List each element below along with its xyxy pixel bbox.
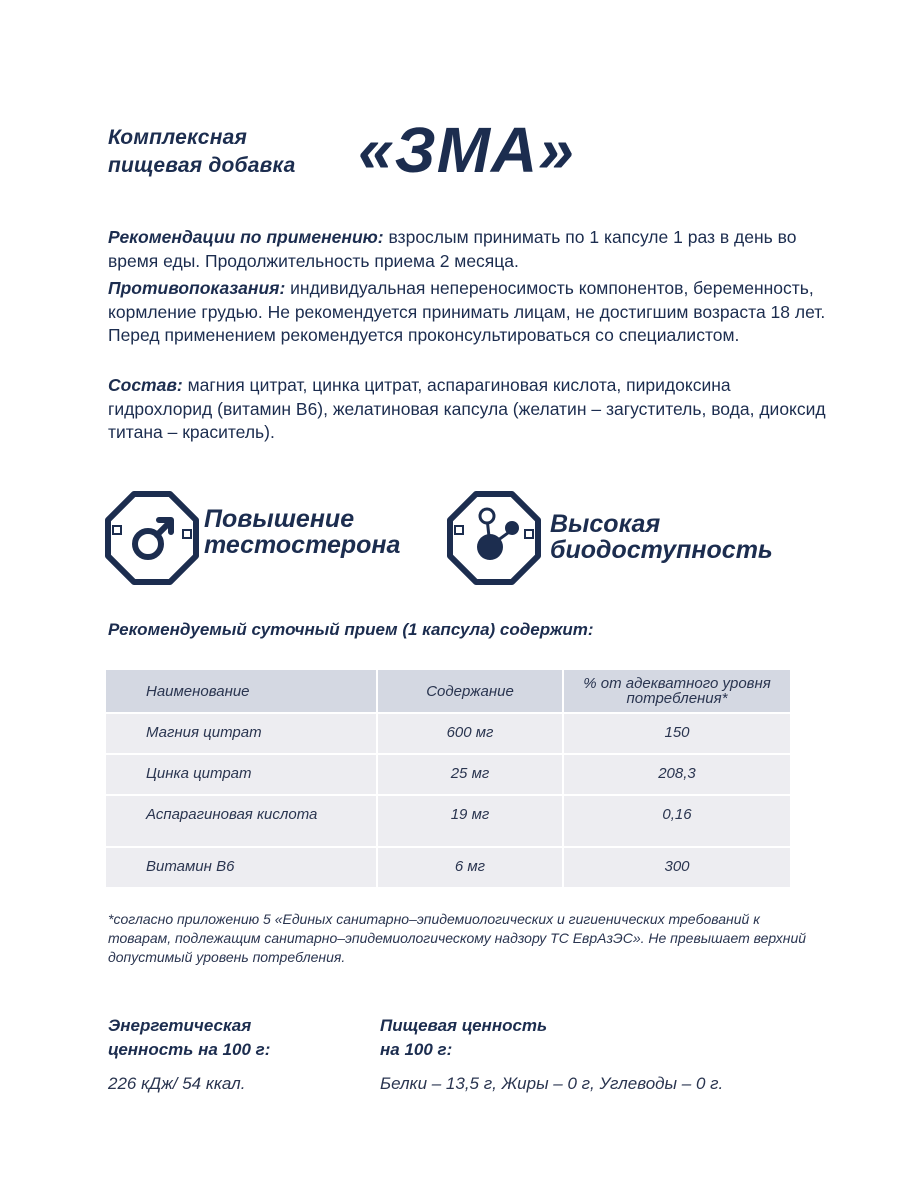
table-header-row [106, 670, 790, 713]
column-header-name: Наименование [106, 670, 377, 713]
cell-percent: 0,16 [563, 795, 790, 847]
energy-heading [108, 1014, 270, 1062]
cell-percent: 300 [563, 847, 790, 887]
cell-amount: 25 мг [377, 754, 563, 795]
cell-percent: 208,3 [563, 754, 790, 795]
nutrition-heading [380, 1014, 547, 1062]
footnote: *согласно приложению 5 «Единых санитарно–эпидемиологических и гигиенических требований к товарам, подлежащим санитарно–эпидемиологическому надзору ТС ЕврАзЭС». Не превышает верхний допустимый уровень потребления. [108, 911, 807, 965]
contraindications-paragraph [108, 277, 828, 348]
feature-bioavailability [550, 511, 773, 563]
daily-intake-heading: Рекомендуемый суточный прием (1 капсула) содержит: [108, 620, 594, 639]
molecule-icon [446, 490, 542, 586]
cell-amount: 600 мг [377, 713, 563, 754]
table-row [106, 713, 790, 754]
table-row [106, 754, 790, 795]
daily-intake-table [106, 670, 790, 887]
energy-value: 226 кДж/ 54 ккал. [108, 1074, 246, 1093]
table-row [106, 795, 790, 847]
cell-name: Цинка цитрат [106, 754, 377, 795]
product-name: «ЗМА» [358, 114, 575, 186]
composition-text: магния цитрат, цинка цитрат, аспарагиновая кислота, пиридоксина гидрохлорид (витамин В6), желатиновая капсула (желатин – загуститель, вода, диоксид титана – краситель). [108, 375, 826, 442]
feature-bioavailability-line2: биодоступность [550, 536, 773, 564]
usage-paragraph [108, 226, 828, 273]
energy-heading-line1: Энергетическая [108, 1016, 252, 1035]
subtitle-line-2: пищевая добавка [108, 154, 296, 177]
cell-amount: 6 мг [377, 847, 563, 887]
feature-testosterone-line1: Повышение [204, 505, 355, 533]
usage-text: взрослым принимать по 1 капсуле 1 раз в день во время еды. Продолжительность приема 2 месяца. [108, 227, 797, 271]
feature-bioavailability-line1: Высокая [550, 510, 661, 538]
contraindications-label: Противопоказания: [108, 278, 286, 298]
cell-name: Магния цитрат [106, 713, 377, 754]
cell-name: Витамин В6 [106, 847, 377, 887]
cell-percent: 150 [563, 713, 790, 754]
contraindications-text: индивидуальная непереносимость компонентов, беременность, кормление грудью. Не рекомендуется принимать лицам, не достигшим возраста 18 лет. Перед применением рекомендуется проконсультироваться со специалистом. [108, 278, 826, 345]
column-header-amount: Содержание [377, 670, 563, 713]
nutrition-value: Белки – 13,5 г, Жиры – 0 г, Углеводы – 0 г. [380, 1074, 724, 1093]
cell-name: Аспарагиновая кислота [106, 795, 377, 847]
column-header-percent: % от адекватного уровня потребления* [563, 670, 790, 713]
cell-amount: 19 мг [377, 795, 563, 847]
feature-testosterone [204, 506, 400, 558]
usage-label: Рекомендации по применению: [108, 227, 384, 247]
subtitle-line-1: Комплексная [108, 126, 248, 149]
nutrition-heading-line2: на 100 г: [380, 1040, 453, 1059]
male-symbol-icon [104, 490, 200, 586]
feature-testosterone-line2: тестостерона [204, 531, 401, 559]
table-row [106, 847, 790, 887]
nutrition-heading-line1: Пищевая ценность [380, 1016, 548, 1035]
product-subtitle [108, 124, 296, 180]
energy-heading-line2: ценность на 100 г: [108, 1040, 271, 1059]
composition-paragraph [108, 374, 828, 445]
composition-label: Состав: [108, 375, 183, 395]
